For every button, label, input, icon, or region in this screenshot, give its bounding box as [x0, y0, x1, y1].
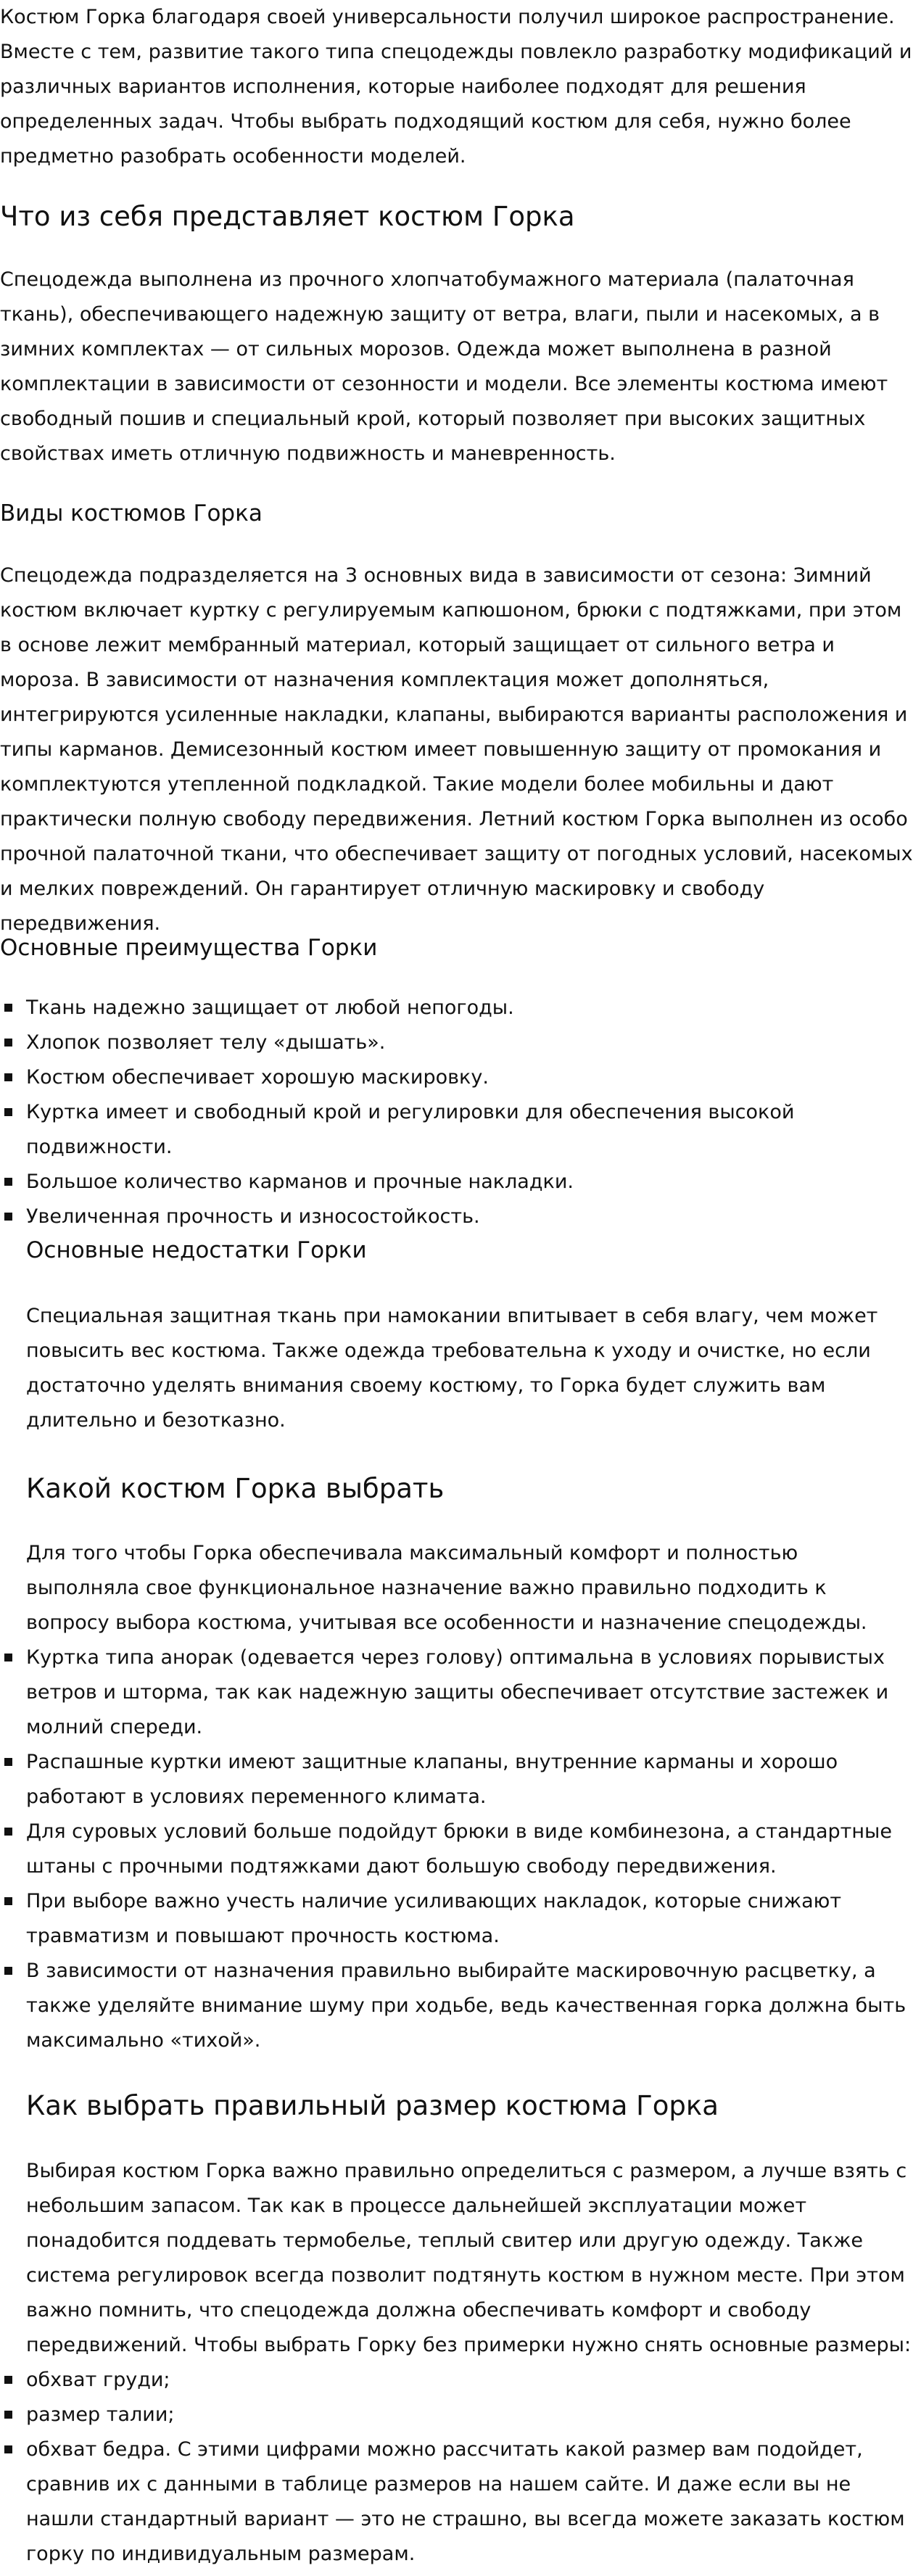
list-item: При выборе важно учесть наличие усиливающих накладок, которые снижают травматизм и повышают прочность костюма. [0, 1884, 915, 1954]
list-item: Для суровых условий больше подойдут брюки в виде комбинезона, а стандартные штаны с прочными подтяжками дают большую свободу передвижения. [0, 1815, 915, 1884]
section-types-heading: Виды костюмов Горка [0, 500, 263, 527]
section-disadvantages-paragraph: Специальная защитная ткань при намокании впитывает в себя влагу, чем может повысить вес костюма. Также одежда требовательна к уходу и очистке, но если достаточно уделять внимания своему костюму, то Горка будет служить вам длительно и безотказно. [26, 1305, 878, 1432]
list-item: Распашные куртки имеют защитные клапаны, внутренние карманы и хорошо работают в условиях переменного климата. [0, 1745, 915, 1815]
bullet-icon [4, 1108, 12, 1116]
section-size-paragraph: Выбирая костюм Горка важно правильно определиться с размером, а лучше взять с небольшим запасом. Так как в процессе дальнейшей эксплуатации может понадобится поддевать термобелье, теплый свитер или другую одежду. Также система регулировок всегда позволит подтянуть костюм в нужном месте. При этом важно помнить, что спецодежда должна обеспечивать комфорт и свободу передвижений. Чтобы выбрать Горку без примерки нужно снять основные размеры: [26, 2160, 912, 2356]
bullet-icon [4, 1004, 12, 1012]
section-disadvantages-heading: Основные недостатки Горки [26, 1237, 367, 1263]
section-advantages-heading: Основные преимущества Горки [0, 935, 378, 961]
section-disadvantages [26, 1233, 915, 1268]
bullet-icon [4, 2376, 12, 2384]
intro-block [0, 0, 915, 174]
section-size [26, 2089, 915, 2123]
intro-paragraph: Костюм Горка благодаря своей универсальности получил широкое распространение. Вместе с тем, развитие такого типа спецодежды повлекло разработку модификаций и различных вариантов исполнения, которые наиболее подходят для решения определенных задач. Чтобы выбрать подходящий костюм для себя, нужно более предметно разобрать особенности моделей. [0, 6, 912, 168]
section-choose-heading: Какой костюм Горка выбрать [26, 1473, 445, 1504]
section-types-paragraph: Спецодежда подразделяется на 3 основных вида в зависимости от сезона: Зимний костюм включает куртку с регулируемым капюшоном, брюки с подтяжками, при этом в основе лежит мембранный материал, который защищает от сильного ветра и мороза. В зависимости от назначения комплектация может дополняться, интегрируются усиленные накладки, клапаны, выбираются варианты расположения и типы карманов. Демисезонный костюм имеет повышенную защиту от промокания и комплектуются утепленной подкладкой. Такие модели более мобильны и дают практически полную свободу передвижения. Летний костюм Горка выполнен из особо прочной палаточной ткани, что обеспечивает защиту от погодных условий, насекомых и мелких повреждений. Он гарантирует отличную маскировку и свободу передвижения. [0, 564, 913, 935]
list-item: обхват бедра. С этими цифрами можно рассчитать какой размер вам подойдет, сравнив их с данными в таблице размеров на нашем сайте. И даже если вы не нашли стандартный вариант — это не страшно, вы всегда можете заказать костюм горку по индивидуальным размерам. [0, 2432, 915, 2572]
section-choose-body [26, 1536, 915, 1640]
bullet-icon [4, 2411, 12, 2419]
list-item: Большое количество карманов и прочные накладки. [0, 1165, 915, 1200]
bullet-icon [4, 1967, 12, 1975]
section-what-heading: Что из себя представляет костюм Горка [0, 201, 575, 232]
section-types-body [0, 558, 915, 941]
section-what-paragraph: Спецодежда выполнена из прочного хлопчатобумажного материала (палаточная ткань), обеспечивающего надежную защиту от ветра, влаги, пыли и насекомых, а в зимних комплектах — от сильных морозов. Одежда может выполнена в разной комплектации в зависимости от сезонности и модели. Все элементы костюма имеют свободный пошив и специальный крой, который позволяет при высоких защитных свойствах иметь отличную подвижность и маневренность. [0, 268, 888, 465]
bullet-icon [4, 1654, 12, 1661]
section-size-body [26, 2154, 915, 2363]
size-list [0, 2363, 915, 2572]
section-what [0, 199, 915, 234]
list-item: Куртка типа анорак (одевается через голову) оптимальна в условиях порывистых ветров и шторма, так как надежную защиты обеспечивает отсутствие застежек и молний спереди. [0, 1640, 915, 1745]
bullet-icon [4, 1039, 12, 1046]
list-item: Хлопок позволяет телу «дышать». [0, 1025, 915, 1060]
list-item: Увеличенная прочность и износостойкость. [0, 1200, 915, 1234]
list-item: Куртка имеет и свободный крой и регулировки для обеспечения высокой подвижности. [0, 1095, 915, 1165]
bullet-icon [4, 1828, 12, 1836]
section-choose [26, 1471, 915, 1506]
list-item: обхват груди; [0, 2363, 915, 2398]
bullet-icon [4, 1178, 12, 1186]
section-what-body [0, 263, 915, 471]
list-item: В зависимости от назначения правильно выбирайте маскировочную расцветку, а также уделяйте внимание шуму при ходьбе, ведь качественная горка должна быть максимально «тихой». [0, 1954, 915, 2058]
advantages-list [0, 991, 915, 1234]
list-item: Ткань надежно защищает от любой непогоды. [0, 991, 915, 1025]
bullet-icon [4, 1073, 12, 1081]
bullet-icon [4, 2445, 12, 2453]
list-item: размер талии; [0, 2398, 915, 2432]
bullet-icon [4, 1897, 12, 1905]
section-disadvantages-body [26, 1299, 915, 1438]
section-advantages [0, 930, 915, 965]
choose-list [0, 1640, 915, 2058]
section-size-heading: Как выбрать правильный размер костюма Горка [26, 2090, 719, 2121]
section-choose-paragraph: Для того чтобы Горка обеспечивала максимальный комфорт и полностью выполняла свое функциональное назначение важно правильно подходить к вопросу выбора костюма, учитывая все особенности и назначение спецодежды. [26, 1542, 867, 1634]
bullet-icon [4, 1758, 12, 1766]
bullet-icon [4, 1213, 12, 1221]
list-item: Костюм обеспечивает хорошую маскировку. [0, 1060, 915, 1095]
section-types [0, 496, 915, 531]
